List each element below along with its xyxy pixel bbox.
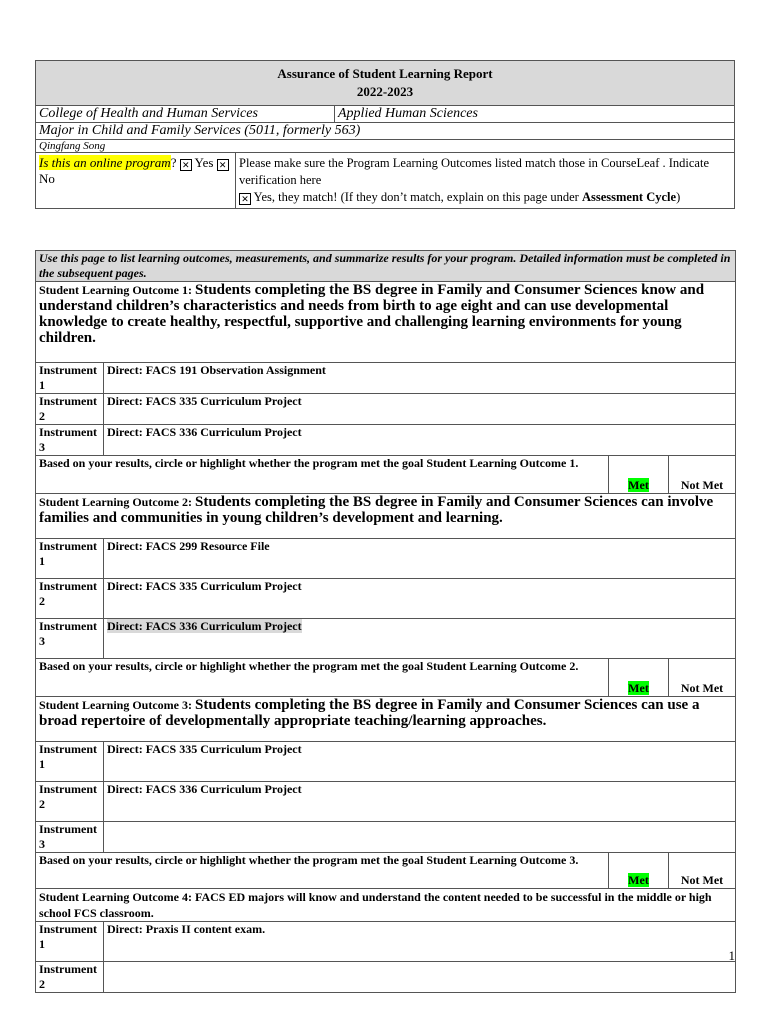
slo-1-met[interactable] — [609, 456, 669, 494]
yes-label: Yes — [194, 155, 214, 170]
online-row — [36, 153, 735, 209]
slo-2-instrument-3-label: Instrument 3 — [36, 619, 104, 659]
slo-4-text: FACS ED majors will know and understand the content needed to be successful in the middle or high school FCS classroom. — [39, 890, 712, 920]
slo-1-label: Student Learning Outcome 1: — [39, 283, 192, 297]
slo-3-label: Student Learning Outcome 3: — [39, 698, 192, 712]
yes-checkbox[interactable]: ✕ — [180, 159, 192, 171]
slo-4-instrument-2-value[interactable] — [104, 962, 736, 993]
slo-1-instrument-3-label: Instrument 3 — [36, 425, 104, 456]
verification-instruction: Please make sure the Program Learning Outcomes listed match those in CourseLeaf . Indicate verification here — [239, 156, 709, 187]
slo-1-instrument-2-value[interactable]: Direct: FACS 335 Curriculum Project — [104, 394, 736, 425]
slo-2-instrument-3-text: Direct: FACS 336 Curriculum Project — [107, 619, 302, 633]
person-name: Qingfang Song — [36, 140, 735, 153]
slo-2 — [36, 494, 736, 539]
slo-3-instrument-2-value[interactable]: Direct: FACS 336 Curriculum Project — [104, 782, 736, 822]
report-title-cell — [36, 61, 735, 106]
page-number: 1 — [728, 948, 735, 963]
slo-2-met-label: Met — [628, 681, 649, 695]
report-year: 2022-2023 — [356, 84, 414, 99]
slo-3-instrument-2-label: Instrument 2 — [36, 782, 104, 822]
college-name: College of Health and Human Services — [36, 106, 335, 123]
slo-1 — [36, 282, 736, 363]
slo-1-instrument-3-value[interactable]: Direct: FACS 336 Curriculum Project — [104, 425, 736, 456]
slo-1-instrument-1-value[interactable]: Direct: FACS 191 Observation Assignment — [104, 363, 736, 394]
slo-1-instrument-1-label: Instrument 1 — [36, 363, 104, 394]
slo-3-not-met[interactable]: Not Met — [669, 853, 736, 889]
slo-3-instrument-1-label: Instrument 1 — [36, 742, 104, 782]
verification-cell — [236, 153, 734, 208]
online-question: Is this an online program — [39, 155, 171, 170]
slo-2-result-prompt: Based on your results, circle or highlight whether the program met the goal Student Learning Outcome 2. — [36, 659, 609, 697]
slo-2-instrument-1-label: Instrument 1 — [36, 539, 104, 579]
outcomes-table — [35, 250, 736, 993]
slo-3-instrument-3-value[interactable] — [104, 822, 736, 853]
slo-3-met-label: Met — [628, 873, 649, 887]
slo-3-text: Students completing the BS degree in Family and Consumer Sciences can use a broad repertoire of developmentally appropriate teaching/learning approaches. — [39, 697, 700, 729]
slo-2-instrument-3-value[interactable] — [104, 619, 736, 659]
slo-1-not-met[interactable]: Not Met — [669, 456, 736, 494]
match-checkbox[interactable]: ✕ — [239, 193, 251, 205]
slo-3 — [36, 697, 736, 742]
department-name: Applied Human Sciences — [335, 106, 735, 123]
slo-4 — [36, 889, 736, 922]
slo-4-instrument-1-label: Instrument 1 — [36, 922, 104, 962]
slo-2-instrument-2-value[interactable]: Direct: FACS 335 Curriculum Project — [104, 579, 736, 619]
online-question-mark: ? — [170, 155, 177, 170]
slo-1-instrument-2-label: Instrument 2 — [36, 394, 104, 425]
slo-4-label: Student Learning Outcome 4: — [39, 890, 192, 904]
slo-4-instrument-1-value[interactable]: Direct: Praxis II content exam. — [104, 922, 736, 962]
slo-2-not-met[interactable]: Not Met — [669, 659, 736, 697]
online-question-cell — [36, 153, 236, 208]
slo-2-instrument-1-value[interactable]: Direct: FACS 299 Resource File — [104, 539, 736, 579]
no-label: No — [39, 171, 55, 186]
slo-1-text: Students completing the BS degree in Family and Consumer Sciences know and understand children’s characteristics and needs from birth to age eight and can use developmental knowledge to create healthy, respectful, supportive and challenging learning environments for young children. — [39, 282, 705, 346]
slo-3-instrument-1-value[interactable]: Direct: FACS 335 Curriculum Project — [104, 742, 736, 782]
verification-match-end: ) — [676, 190, 681, 204]
no-checkbox[interactable]: ✕ — [217, 159, 229, 171]
slo-1-met-label: Met — [628, 478, 649, 492]
report-header-table — [35, 60, 735, 209]
slo-2-label: Student Learning Outcome 2: — [39, 495, 192, 509]
slo-3-met[interactable] — [609, 853, 669, 889]
slo-3-result-prompt: Based on your results, circle or highlight whether the program met the goal Student Learning Outcome 3. — [36, 853, 609, 889]
slo-2-met[interactable] — [609, 659, 669, 697]
verification-match: Yes, they match! (If they don’t match, explain on this page under — [253, 190, 582, 204]
slo-3-instrument-3-label: Instrument 3 — [36, 822, 104, 853]
slo-2-text: Students completing the BS degree in Family and Consumer Sciences can involve families and communities in young children’s development and learning. — [39, 494, 714, 526]
slo-4-instrument-2-label: Instrument 2 — [36, 962, 104, 993]
assessment-cycle-ref: Assessment Cycle — [581, 190, 677, 204]
instructions-row: Use this page to list learning outcomes, measurements, and summarize results for your program. Detailed information must be completed in the subsequent pages. — [36, 251, 736, 282]
major-name: Major in Child and Family Services (5011, formerly 563) — [36, 123, 735, 140]
report-title: Assurance of Student Learning Report — [277, 66, 493, 81]
slo-2-instrument-2-label: Instrument 2 — [36, 579, 104, 619]
slo-1-result-prompt: Based on your results, circle or highlight whether the program met the goal Student Learning Outcome 1. — [36, 456, 609, 494]
